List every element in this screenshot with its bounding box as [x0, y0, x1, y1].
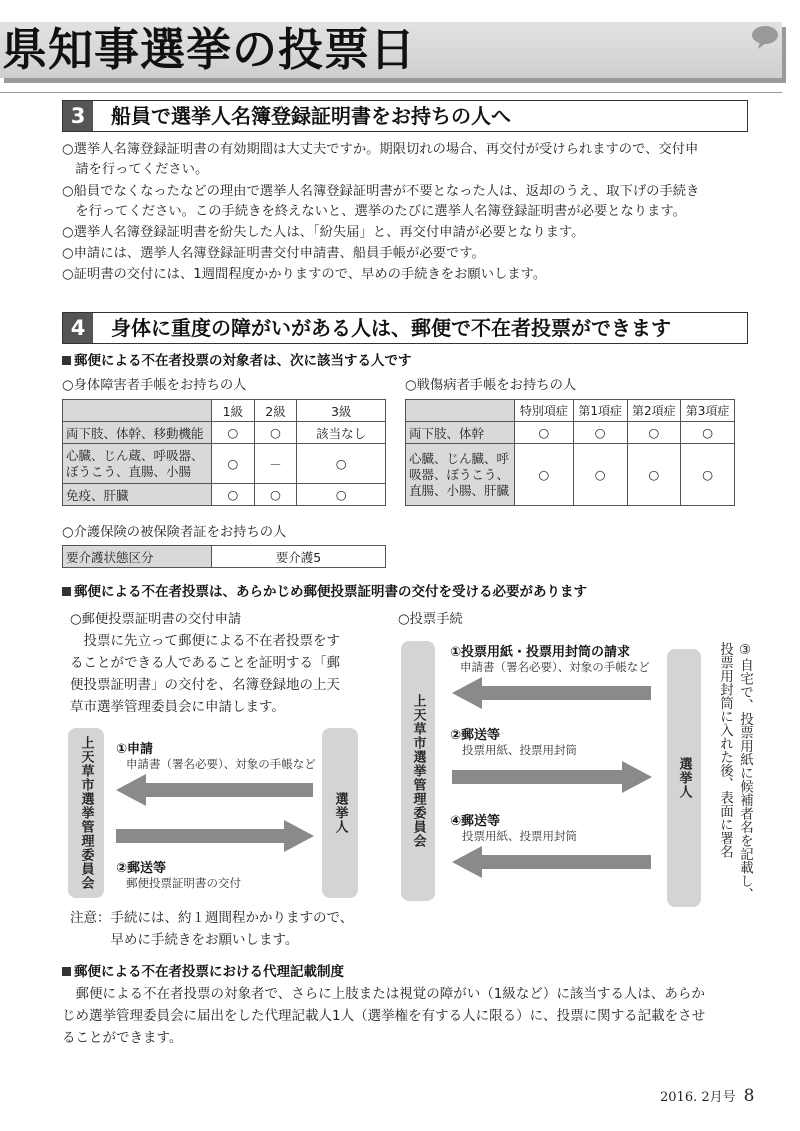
table-cell: 該当なし — [297, 422, 386, 444]
section4-header — [62, 312, 748, 344]
table-cell: ○ — [297, 484, 386, 506]
left-step1-label: ①申請 — [116, 742, 154, 757]
subheading-proxy: 郵便による不在者投票における代理記載制度 — [62, 962, 344, 982]
row-label: 両下肢、体幹 — [406, 422, 515, 444]
right-step1-label: ①投票用紙・投票用封筒の請求 — [450, 645, 631, 660]
row-label: 両下肢、体幹、移動機能 — [63, 422, 212, 444]
proxy-line: ることができます。 — [62, 1030, 183, 1046]
table2-caption: ○戦傷病者手帳をお持ちの人 — [405, 378, 577, 393]
committee-box: 上天草市選挙管理委員会 — [401, 641, 435, 901]
section3-line: ○選挙人名簿登録証明書の有効期間は大丈夫ですか。期限切れの場合、再交付が受けられますので、交付申 — [62, 142, 699, 157]
table-header-cell: 特別項症 — [515, 400, 574, 422]
section4-title: 身体に重度の障がいがある人は、郵便で不在者投票ができます — [111, 316, 671, 340]
section3-line: ○申請には、選挙人名簿登録証明書交付申請書、船員手帳が必要です。 — [62, 246, 485, 261]
square-bullet-icon — [62, 356, 71, 365]
table-cell: ○ — [681, 444, 735, 506]
left-flow-intro: 便投票証明書」の交付を、名簿登録地の上天 — [70, 677, 340, 693]
table-header-cell — [63, 400, 212, 422]
subheading-certificate: 郵便による不在者投票は、あらかじめ郵便投票証明書の交付を受ける必要があります — [62, 582, 587, 602]
right-flow-caption: ○投票手続 — [398, 612, 463, 627]
table-header-row — [63, 400, 386, 422]
page-title: 県知事選挙の投票日 — [2, 23, 417, 76]
table-row — [63, 444, 386, 484]
section3-line: 請を行ってください。 — [62, 162, 209, 177]
table-header-cell: 第3項症 — [681, 400, 735, 422]
issue-label: 2016. 2月号 — [660, 1090, 736, 1105]
row-label: 心臓、じん蔵、呼吸器、ぼうこう、直腸、小腸 — [63, 444, 212, 484]
section3-line: ○船員でなくなったなどの理由で選挙人名簿登録証明書が不要となった人は、返却のうえ、取下げの手続き — [62, 184, 700, 199]
page-footer — [660, 1086, 754, 1106]
table-cell: ○ — [515, 422, 574, 444]
left-flow-intro: ることができる人であることを証明する「郵 — [70, 655, 340, 671]
square-bullet-icon — [62, 587, 71, 596]
left-flow-intro: 草市選挙管理委員会に申請します。 — [70, 699, 285, 715]
row-label: 心臓、じん臓、呼吸器、ぼうこう、直腸、小腸、肝臓 — [406, 444, 515, 506]
section3-line: を行ってください。この手続きを終えないと、選挙のたびに選挙人名簿登録証明書が必要となります。 — [62, 204, 686, 219]
right-step4-label: ④郵送等 — [450, 814, 501, 829]
right-step2-label: ②郵送等 — [450, 728, 501, 743]
right-step4-detail: 投票用紙、投票用封筒 — [462, 829, 577, 843]
section3-title: 船員で選挙人名簿登録証明書をお持ちの人へ — [111, 104, 511, 128]
left-flow-caption: ○郵便投票証明書の交付申請 — [70, 612, 242, 627]
committee-box: 上天草市選挙管理委員会 — [68, 728, 104, 898]
table-row — [63, 546, 386, 568]
step3-note: ③自宅で、投票用紙に候補者名を記載し、投票用封筒に入れた後、表面に署名 — [717, 642, 753, 901]
table-cell: ○ — [627, 422, 681, 444]
table-row — [406, 444, 735, 506]
left-step2-label: ②郵送等 — [116, 861, 167, 876]
war-injury-table — [405, 399, 735, 506]
table-cell: ○ — [212, 444, 255, 484]
table-cell: 要介護5 — [212, 546, 386, 568]
table-cell: ○ — [573, 422, 627, 444]
voter-box: 選挙人 — [667, 649, 701, 907]
speech-bubble-icon — [750, 24, 780, 50]
left-flow-note: 早めに手続きをお願いします。 — [70, 932, 299, 948]
left-step1-detail: 申請書（署名必要）、対象の手帳など — [126, 757, 316, 771]
disability-table — [62, 399, 386, 506]
left-flow-intro: 投票に先立って郵便による不在者投票をす — [70, 633, 340, 649]
section3-line: ○選挙人名簿登録証明書を紛失した人は、「紛失届」と、再交付申請が必要となります。 — [62, 225, 585, 240]
row-label: 免疫、肝臓 — [63, 484, 212, 506]
table-cell: ○ — [627, 444, 681, 506]
table1-caption: ○身体障害者手帳をお持ちの人 — [62, 378, 247, 393]
table-row — [63, 422, 386, 444]
table-cell: ○ — [681, 422, 735, 444]
section3-header — [62, 100, 748, 132]
square-bullet-icon — [62, 967, 71, 976]
table-header-cell — [406, 400, 515, 422]
right-step2-detail: 投票用紙、投票用封筒 — [462, 743, 577, 757]
table-header-cell: 第1項症 — [573, 400, 627, 422]
left-flow-note: 注意：手続には、約１週間程かかりますので、 — [70, 910, 354, 926]
left-step2-detail: 郵便投票証明書の交付 — [126, 876, 241, 890]
section3-line: ○証明書の交付には、1週間程度かかりますので、早めの手続きをお願いします。 — [62, 267, 547, 282]
table-header-cell: 第2項症 — [627, 400, 681, 422]
table-cell: ○ — [254, 484, 297, 506]
table-cell: ○ — [515, 444, 574, 506]
table-header-cell: 1級 — [212, 400, 255, 422]
proxy-line: 郵便による不在者投票の対象者で、さらに上肢または視覚の障がい（1級など）に該当する人は、あらか — [62, 986, 705, 1002]
table-cell: ○ — [297, 444, 386, 484]
table-header-cell: 2級 — [254, 400, 297, 422]
table-header-cell: 3級 — [297, 400, 386, 422]
table-row — [63, 484, 386, 506]
table-row — [406, 422, 735, 444]
page-number: 8 — [743, 1086, 755, 1106]
table-cell: ○ — [212, 422, 255, 444]
section3-number: 3 — [63, 101, 93, 131]
table-header-row — [406, 400, 735, 422]
subheading-eligibility: 郵便による不在者投票の対象者は、次に該当する人です — [62, 351, 412, 371]
voter-box: 選挙人 — [322, 728, 358, 898]
care-insurance-table — [62, 545, 386, 568]
proxy-line: じめ選挙管理委員会に届出をした代理記載人1人（選挙権を有する人に限る）に、投票に関する記載をさせ — [62, 1008, 706, 1024]
table-cell: ○ — [573, 444, 627, 506]
right-step1-detail: 申請書（署名必要）、対象の手帳など — [460, 660, 650, 674]
section4-number: 4 — [63, 313, 93, 343]
header-rule — [0, 92, 782, 93]
table-cell: ○ — [212, 484, 255, 506]
row-label: 要介護状態区分 — [63, 546, 212, 568]
table-cell: ○ — [254, 422, 297, 444]
table3-caption: ○介護保険の被保険者証をお持ちの人 — [62, 525, 287, 540]
table-cell: － — [254, 444, 297, 484]
